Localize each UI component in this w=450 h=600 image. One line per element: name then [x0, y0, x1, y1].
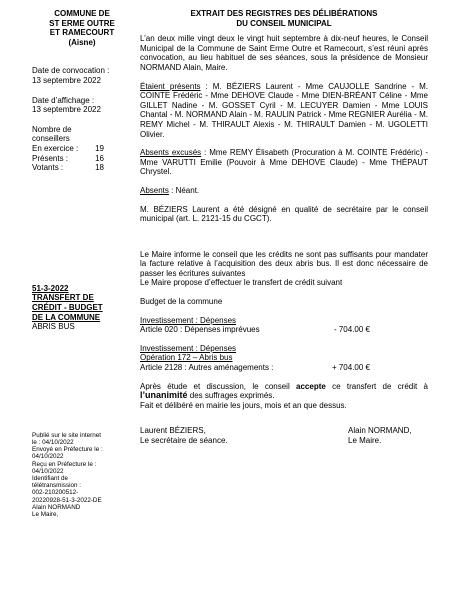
decision-text: ce transfert de crédit à: [325, 381, 428, 391]
publication-line: 002-210200512-: [32, 489, 79, 497]
signature-role: Le secrétaire de séance.: [140, 436, 228, 445]
header-line: DU CONSEIL MUNICIPAL: [236, 18, 332, 28]
excuses-text: : Mme REMY Élisabeth (Procuration à M. COINTE Frédéric) - Mme VARUTTI Emilie (Pouvoir à Mme DEHOVE Claude) - Mme THÉPAUT Chrystel.: [140, 148, 428, 177]
count-value: 16: [95, 153, 104, 163]
count-value: 19: [95, 143, 104, 153]
signature-secretaire: [140, 426, 228, 445]
publication-line: Envoyé en Préfecture le :: [32, 446, 103, 454]
investissement-block-2: [140, 344, 370, 373]
operation-title: Opération 172 – Abris bus: [140, 353, 233, 363]
affichage-date: 13 septembre 2022: [32, 105, 101, 115]
publication-line: le : 04/10/2022: [32, 438, 74, 446]
investissement-title: Investissement : Dépenses: [140, 343, 237, 353]
deliberation-line: TRANSFERT DE: [32, 293, 94, 303]
count-label: En exercice :: [32, 143, 79, 153]
commune-line: COMMUNE DE: [54, 9, 110, 18]
convocation-label: Date de convocation :: [32, 66, 110, 76]
publication-line: Reçu en Préfecture le :: [32, 460, 97, 468]
decision-accepte: accepte: [296, 381, 326, 391]
absents-paragraph: [140, 186, 428, 196]
decision-text: des suffrages exprimés.: [187, 391, 275, 401]
conseillers-block: [32, 125, 132, 173]
budget-line-label: Article 2128 : Autres aménagements :: [140, 363, 274, 373]
signature-role: Le Maire.: [348, 436, 382, 445]
commune-header: [32, 9, 132, 47]
absents-text: : Néant.: [168, 185, 200, 195]
document-header: [140, 9, 428, 28]
informe-paragraph: Le Maire informe le conseil que les crédits ne sont pas suffisants pour mandater la facture relative à l’acquisition des deux abris bus. Il est donc nécessaire de passer les écritures suivantes: [140, 249, 428, 278]
presents-text: : M. BÉZIERS Laurent - Mme CAUJOLLE Sandrine - M. COINTE Frédéric - Mme DEHOVE Claude - Mme DIEN-BRÉANT Céline - Mme GILLET Nadine - M. GOSSET Cyril - M. LECUYER Damien - Mme LOUIS Chantal - M. NORMAND Alain - M. RAULIN Patrick - Mme REGNIER Aurélia - M. REMY Michel - M. THIRAULT Alexis - M. THIRAULT Damien - M. UGOLETTI Olivier.: [140, 81, 429, 139]
intro-paragraph: L’an deux mille vingt deux le vingt huit septembre à dix-neuf heures, le Conseil Municipal de la Commune de Saint Erme Outre et Ramecourt, s’est réuni après convocation, au lieu habituel de ses séances, sous la présidence de Monsieur NORMAND Alain, Maire.: [140, 34, 428, 72]
commune-line: ST ERME OUTRE: [49, 18, 115, 28]
header-line: EXTRAIT DES REGISTRES DES DÉLIBÉRATIONS: [190, 9, 378, 18]
absents-label: Absents: [140, 185, 169, 195]
signatures: [140, 426, 428, 445]
nombre-label: Nombre de: [32, 124, 72, 134]
propose-line: Le Maire propose d’effectuer le transfert de crédit suivant: [140, 278, 343, 288]
deliberation-subject: ABRIS BUS: [32, 322, 75, 332]
budget-line-label: Article 020 : Dépenses imprévues: [140, 325, 260, 335]
signature-name: Laurent BÉZIERS,: [140, 426, 206, 436]
publication-line: Alain NORMAND: [32, 503, 81, 511]
count-row-votants: [32, 163, 132, 173]
publication-line: Identifiant de: [32, 474, 69, 482]
decision-text: Après étude et discussion, le conseil: [140, 381, 297, 391]
commune-line: (Aisne): [68, 37, 96, 47]
publication-line: Le Maire,: [32, 510, 59, 518]
presents-paragraph: [140, 82, 428, 140]
deliberation-line: CRÉDIT - BUDGET: [32, 302, 103, 312]
presents-label: Étaient présents: [140, 81, 201, 91]
count-value: 18: [95, 163, 104, 173]
budget-line: [140, 325, 370, 335]
deliberation-title: [32, 284, 132, 322]
publication-line: 04/10/2022: [32, 467, 64, 475]
convocation-date: 13 septembre 2022: [32, 75, 101, 85]
investissement-title: Investissement : Dépenses: [140, 315, 237, 325]
count-label: Votants :: [32, 163, 64, 173]
commune-line: ET RAMECOURT: [49, 28, 115, 38]
deliberation-line: 51-3-2022: [32, 283, 69, 293]
signature-maire: [348, 426, 428, 445]
left-column: [32, 9, 132, 518]
investissement-block-1: [140, 316, 370, 335]
secretaire-paragraph: M. BÉZIERS Laurent a été désigné en qualité de secrétaire par le conseil municipal (art. L. 2121-15 du CGCT).: [140, 204, 428, 224]
budget-line-amount: - 704.00 €: [333, 325, 370, 335]
convocation-block: [32, 66, 132, 85]
affichage-block: [32, 96, 132, 115]
publication-line: Publié sur le site internet: [32, 431, 101, 439]
count-label: Présents :: [32, 153, 69, 163]
excuses-paragraph: [140, 148, 428, 177]
budget-line-amount: + 704.00 €: [331, 363, 370, 373]
decision-unanimite: l’unanimité: [140, 390, 188, 401]
deliberation-line: DE LA COMMUNE: [32, 312, 101, 322]
publication-info: [32, 432, 132, 518]
publication-line: 20220928-51-3-2022-DE: [32, 496, 102, 504]
count-row-presents: [32, 154, 132, 164]
budget-title: Budget de la commune: [140, 297, 223, 307]
excuses-label: Absents excusés: [140, 148, 202, 158]
signature-name: Alain NORMAND,: [348, 426, 412, 436]
publication-line: 04/10/2022: [32, 453, 64, 461]
count-row-exercice: [32, 144, 132, 154]
conseillers-label: conseillers: [32, 134, 70, 144]
affichage-label: Date d’affichage :: [32, 95, 95, 105]
budget-line: [140, 363, 370, 373]
right-column: [140, 9, 428, 446]
fait-line: Fait et délibéré en mairie les jours, mois et an que dessus.: [140, 400, 347, 410]
decision-paragraph: [140, 382, 428, 401]
publication-line: télétransmission :: [32, 482, 81, 490]
